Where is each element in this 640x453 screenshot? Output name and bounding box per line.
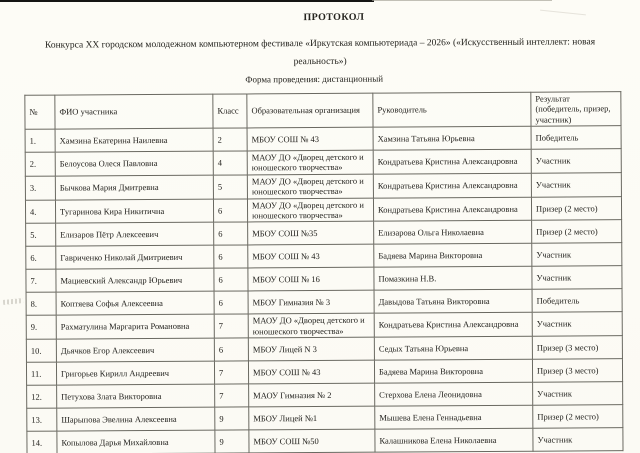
cell-grade: 4	[213, 151, 247, 175]
table-row	[25, 196, 621, 223]
cell-name: Бычкова Мария Дмитревна	[55, 175, 213, 200]
cell-num: 7.	[26, 269, 56, 292]
document-title: ПРОТОКОЛ	[303, 11, 365, 24]
cell-num: 4.	[25, 200, 55, 224]
cell-leader: Елизарова Ольга Николаевна	[374, 220, 532, 244]
cell-org: МБОУ Лицей №1	[249, 406, 375, 430]
cell-result: Участник	[532, 243, 622, 267]
cell-grade: 6	[214, 268, 248, 291]
cell-grade: 6	[214, 291, 248, 314]
cell-leader: Кондратьева Кристина Александровна	[374, 312, 532, 337]
cell-leader: Мышева Елена Геннадьевна	[375, 405, 533, 429]
cell-name: Тугаринова Кира Никитична	[55, 199, 213, 224]
cell-result: Победитель	[531, 126, 621, 150]
cell-leader: Седых Татьяна Юрьевна	[374, 336, 532, 360]
cell-result: Участник	[533, 428, 623, 452]
cell-leader: Бадяева Марина Викторовна	[374, 359, 532, 383]
cell-name: Хамзина Екатерина Наилевна	[55, 128, 213, 152]
cell-num: 8.	[26, 292, 56, 315]
cell-leader: Бадяева Марина Викторовна	[374, 243, 532, 267]
table-row	[27, 428, 623, 453]
cell-grade: 9	[215, 430, 249, 453]
cell-num: 6.	[26, 246, 56, 269]
cell-org: МАОУ Гимназия № 2	[249, 383, 375, 407]
header-grade: Класс	[213, 94, 247, 128]
cell-result: Победитель	[532, 289, 622, 313]
cell-org: МБОУ Гимназия № 3	[248, 290, 374, 314]
cell-org: МАОУ ДО «Дворец детского и юношеского творчества»	[248, 313, 374, 337]
cell-num: 11.	[26, 362, 56, 385]
cell-name: Петухова Злата Викторовна	[57, 384, 215, 408]
cell-name: Шарыпова Эвелина Алексеевна	[57, 407, 215, 431]
table-header-row	[25, 92, 621, 130]
cell-result: Призер (2 место)	[532, 220, 622, 244]
cell-org: МАОУ ДО «Дворец детского и юношеского творчества»	[247, 198, 373, 222]
cell-name: Копылова Дарья Михайловна	[57, 430, 215, 453]
cell-leader: Стерхова Елена Леонидовна	[375, 382, 533, 406]
cell-grade: 7	[214, 314, 248, 338]
cell-name: Гавриченко Николай Дмитриевич	[56, 245, 214, 269]
cell-num: 5.	[26, 223, 56, 246]
table-row	[25, 172, 621, 199]
cell-grade: 6	[214, 245, 248, 268]
cell-org: МБОУ СОШ № 43	[248, 360, 374, 384]
cell-grade: 6	[213, 198, 247, 222]
cell-org: МБОУ СОШ № 16	[248, 267, 374, 291]
results-table-body	[25, 126, 623, 453]
cell-grade: 7	[214, 361, 248, 384]
form-of-event-line: Форма проведения: дистанционный	[245, 73, 384, 85]
cell-leader: Кондратьева Кристина Александровна	[373, 149, 531, 174]
cell-result: Призер (2 место)	[533, 405, 623, 429]
cell-leader: Хамзина Татьяна Юрьевна	[373, 126, 531, 150]
cell-org: МБОУ Лицей N 3	[248, 337, 374, 361]
cell-result: Участник	[531, 172, 621, 196]
cell-org: МБОУ СОШ №50	[249, 429, 375, 453]
header-organization: Образовательная организация	[247, 93, 373, 128]
header-result: Результат (победитель, призер, участник)	[531, 92, 621, 127]
cell-result: Призер (3 место)	[532, 336, 622, 360]
cell-result: Призер (2 место)	[531, 196, 621, 220]
cell-name: Рахматулина Маргарита Романовна	[56, 314, 214, 339]
cell-leader: Помазкина Н.В.	[374, 266, 532, 290]
cell-grade: 5	[213, 175, 247, 199]
cell-org: МБОУ СОШ №35	[248, 221, 374, 245]
cell-grade: 9	[215, 407, 249, 430]
cell-result: Призер (3 место)	[532, 359, 622, 383]
cell-name: Дьячков Егор Алексеевич	[56, 338, 214, 362]
cell-name: Коптяева Софья Алексеевна	[56, 291, 214, 315]
header-number: №	[25, 95, 55, 129]
cell-org: МАОУ ДО «Дворец детского и юношеского творчества»	[247, 150, 373, 174]
cell-leader: Кондратьева Кристина Александровна	[373, 173, 531, 198]
cell-num: 2.	[25, 152, 55, 176]
cell-num: 12.	[27, 385, 57, 408]
cell-num: 13.	[27, 408, 57, 431]
cell-result: Участник	[533, 382, 623, 406]
cell-result: Участник	[531, 149, 621, 173]
cell-name: Елизаров Пётр Алексеевич	[56, 222, 214, 246]
cell-result: Участник	[532, 266, 622, 290]
cell-grade: 2	[213, 128, 247, 151]
cell-org: МБОУ СОШ № 43	[247, 127, 373, 151]
cell-grade: 6	[214, 338, 248, 361]
cell-name: Мациевский Александр Юрьевич	[56, 268, 214, 292]
table-row	[26, 312, 622, 339]
cell-num: 9.	[26, 315, 56, 339]
table-row	[25, 149, 621, 176]
cell-name: Григорьев Кирилл Андреевич	[56, 361, 214, 385]
cell-grade: 6	[214, 222, 248, 245]
cell-org: МБОУ СОШ № 43	[248, 244, 374, 268]
cell-name: Белоусова Олеся Павловна	[55, 151, 213, 176]
protocol-results-table	[24, 91, 623, 453]
cell-num: 10.	[26, 339, 56, 362]
cell-num: 3.	[25, 176, 55, 200]
cell-leader: Калашникова Елена Николаевна	[375, 428, 533, 452]
cell-org: МАОУ ДО «Дворец детского и юношеского творчества»	[247, 174, 373, 198]
cell-num: 14.	[27, 431, 57, 453]
cell-leader: Давыдова Татьяна Викторовна	[374, 289, 532, 313]
header-leader: Руководитель	[373, 92, 531, 127]
cell-result: Участник	[532, 312, 622, 336]
cell-leader: Кондратьева Кристина Александровна	[373, 197, 531, 222]
cell-num: 1.	[25, 129, 55, 152]
document-subtitle: Конкурса XX городском молодежном компьютерном фестивале «Иркутская компьютериада – 2026» («Искусственный интеллект: новая реальность»)	[44, 37, 596, 67]
cell-grade: 7	[215, 384, 249, 407]
header-participant: ФИО участника	[55, 94, 213, 129]
